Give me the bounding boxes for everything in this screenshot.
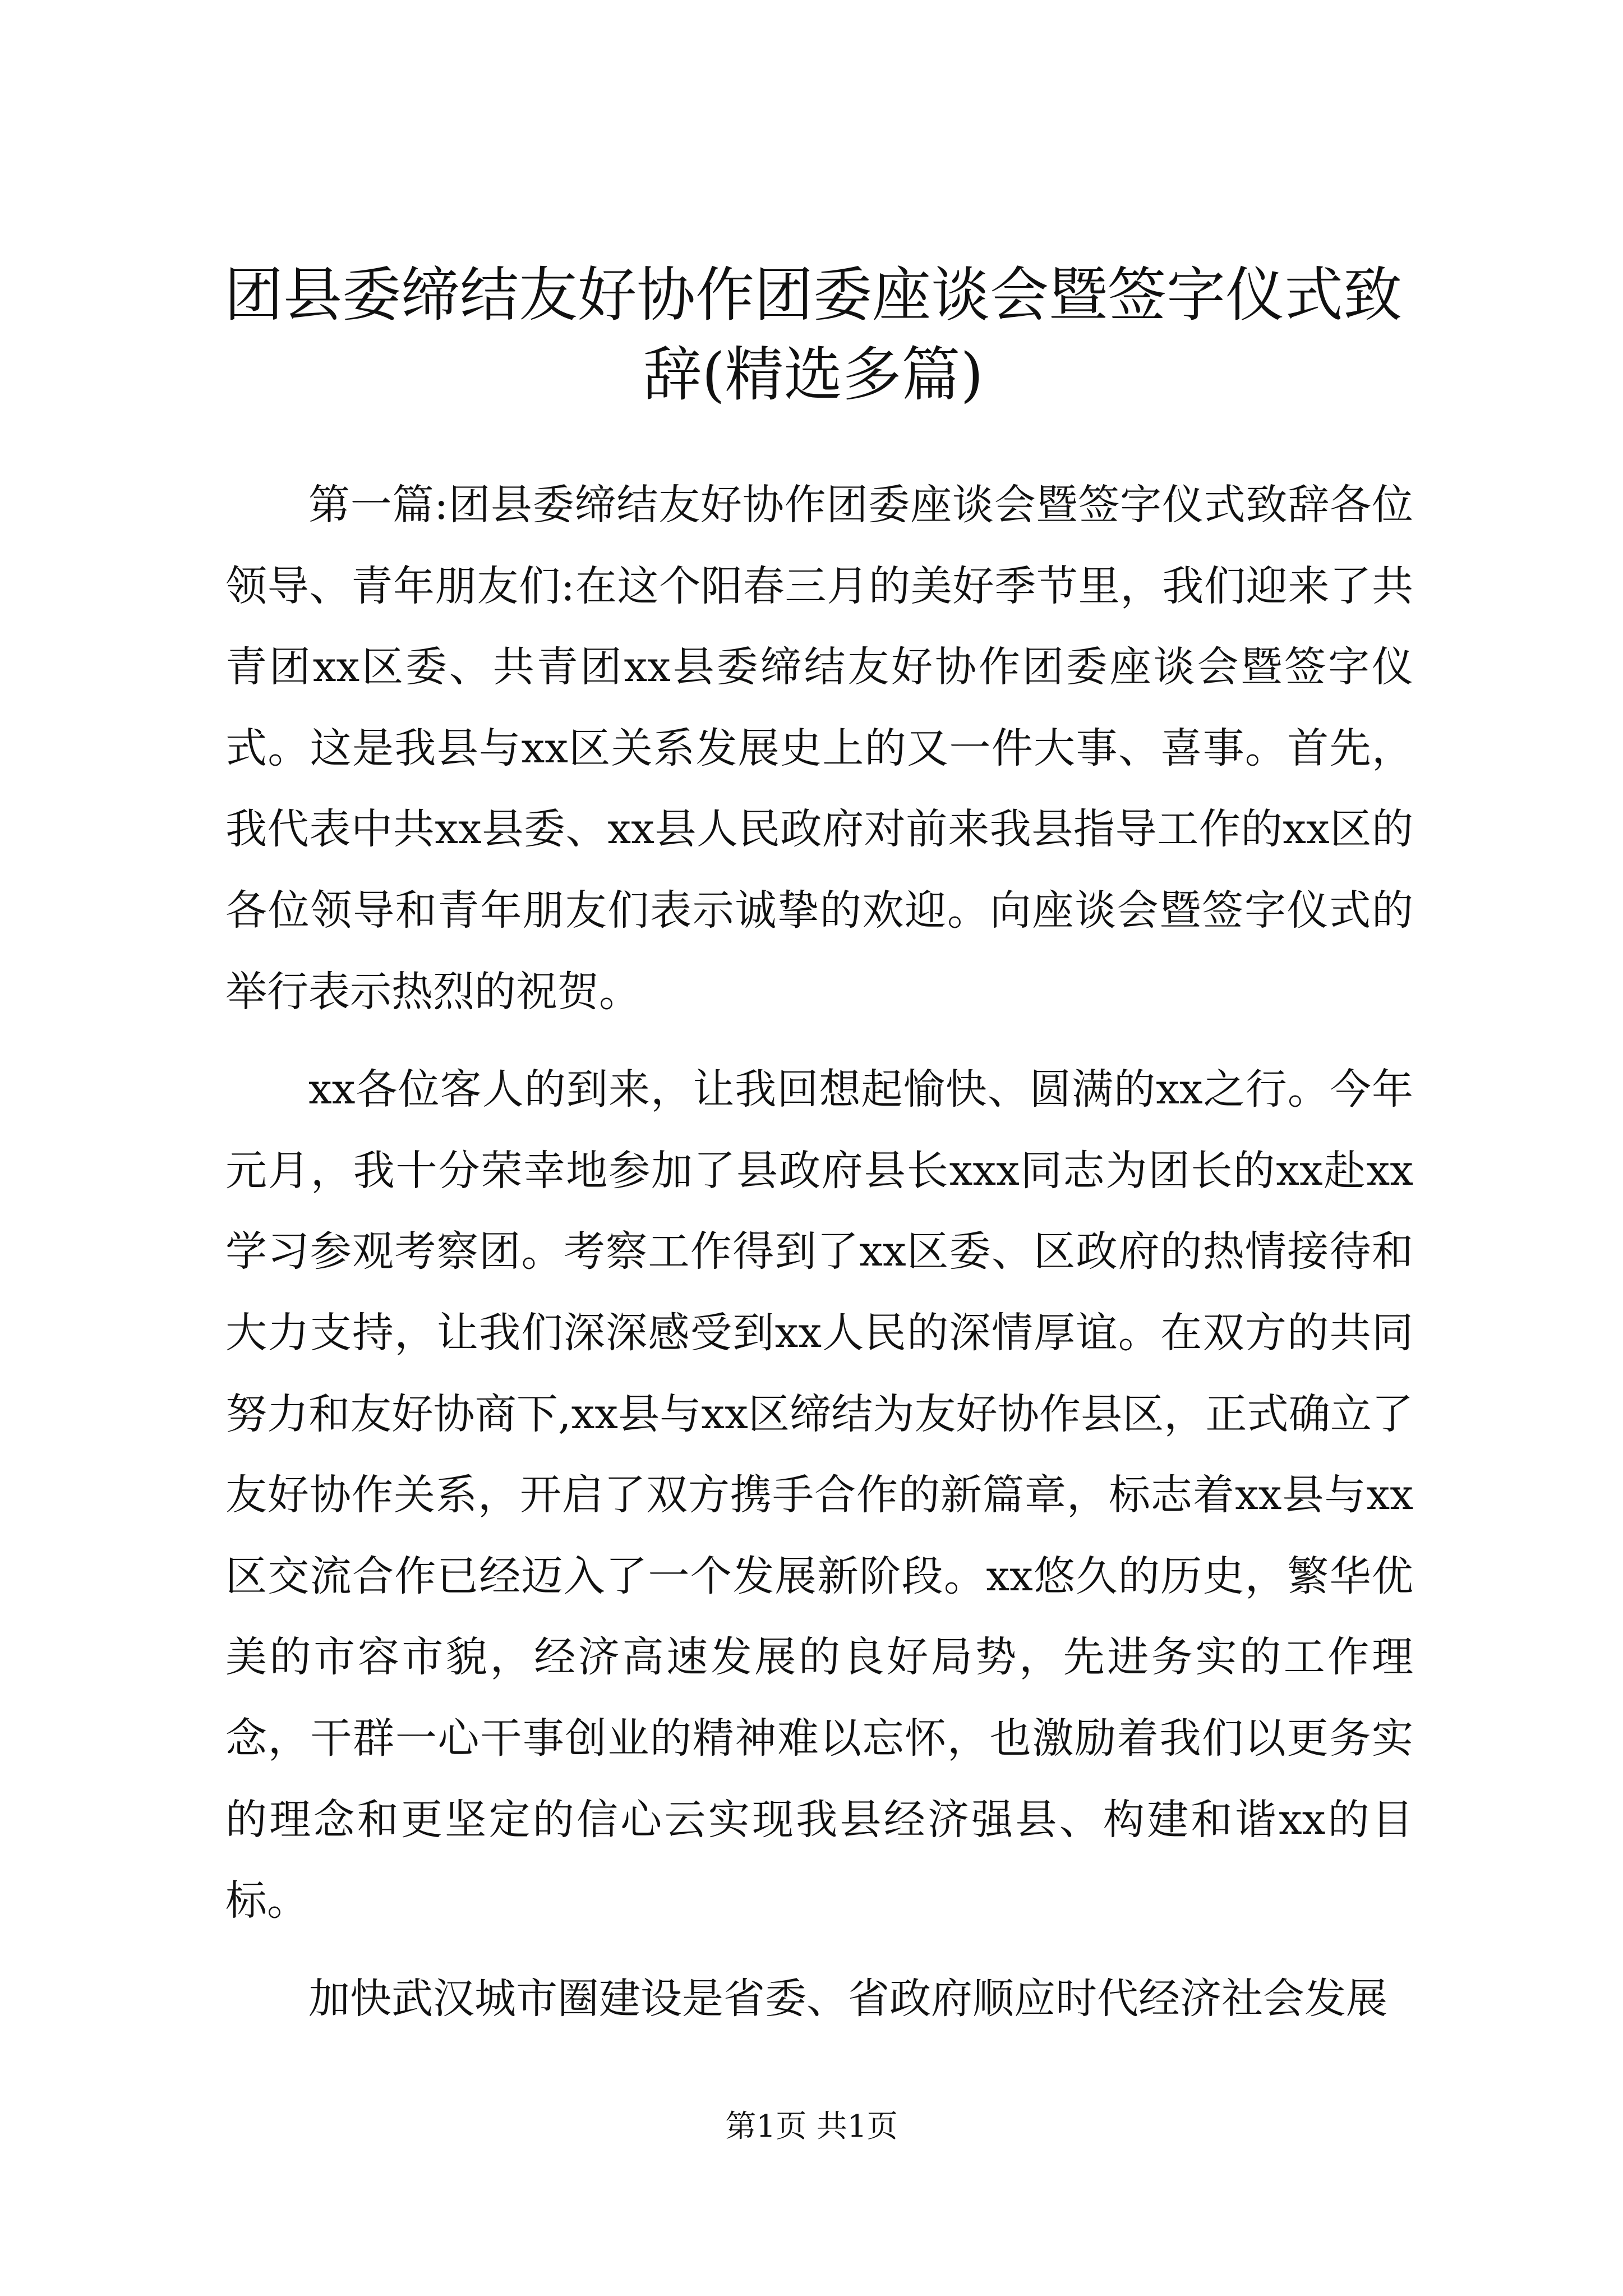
document-body	[225, 464, 1413, 2039]
document-title: 团县委缔结友好协作团委座谈会暨签字仪式致辞(精选多篇)	[224, 261, 1402, 409]
paragraph-3: 加快武汉城市圈建设是省委、省政府顺应时代经济社会发展	[308, 1974, 1387, 2023]
paragraph-2: xx各位客人的到来，让我回想起愉快、圆满的xx之行。今年元月，我十分荣幸地参加了县政府县长xxx同志为团长的xx赴xx学习参观考察团。考察工作得到了xx区委、区政府的热情接待和大力支持，让我们深深感受到xx人民的深情厚谊。在双方的共同努力和友好协商下,xx县与xx区缔结为友好协作县区，正式确立了友好协作关系，开启了双方携手合作的新篇章，标志着xx县与xx区交流合作已经迈入了一个发展新阶段。xx悠久的历史，繁华优美的市容市貌，经济高速发展的良好局势，先进务实的工作理念，干群一心干事创业的精神难以忘怀，也激励着我们以更务实的理念和更坚定的信心云实现我县经济强县、构建和谐xx的目标。	[225, 1065, 1413, 1925]
page-footer: 第1页 共1页	[725, 2108, 898, 2144]
paragraph-1: 第一篇:团县委缔结友好协作团委座谈会暨签字仪式致辞各位领导、青年朋友们:在这个阳春三月的美好季节里，我们迎来了共青团xx区委、共青团xx县委缔结友好协作团委座谈会暨签字仪式。这是我县与xx区关系发展史上的又一件大事、喜事。首先，我代表中共xx县委、xx县人民政府对前来我县指导工作的xx区的各位领导和青年朋友们表示诚挚的欢迎。向座谈会暨签字仪式的举行表示热烈的祝贺。	[225, 481, 1413, 1016]
